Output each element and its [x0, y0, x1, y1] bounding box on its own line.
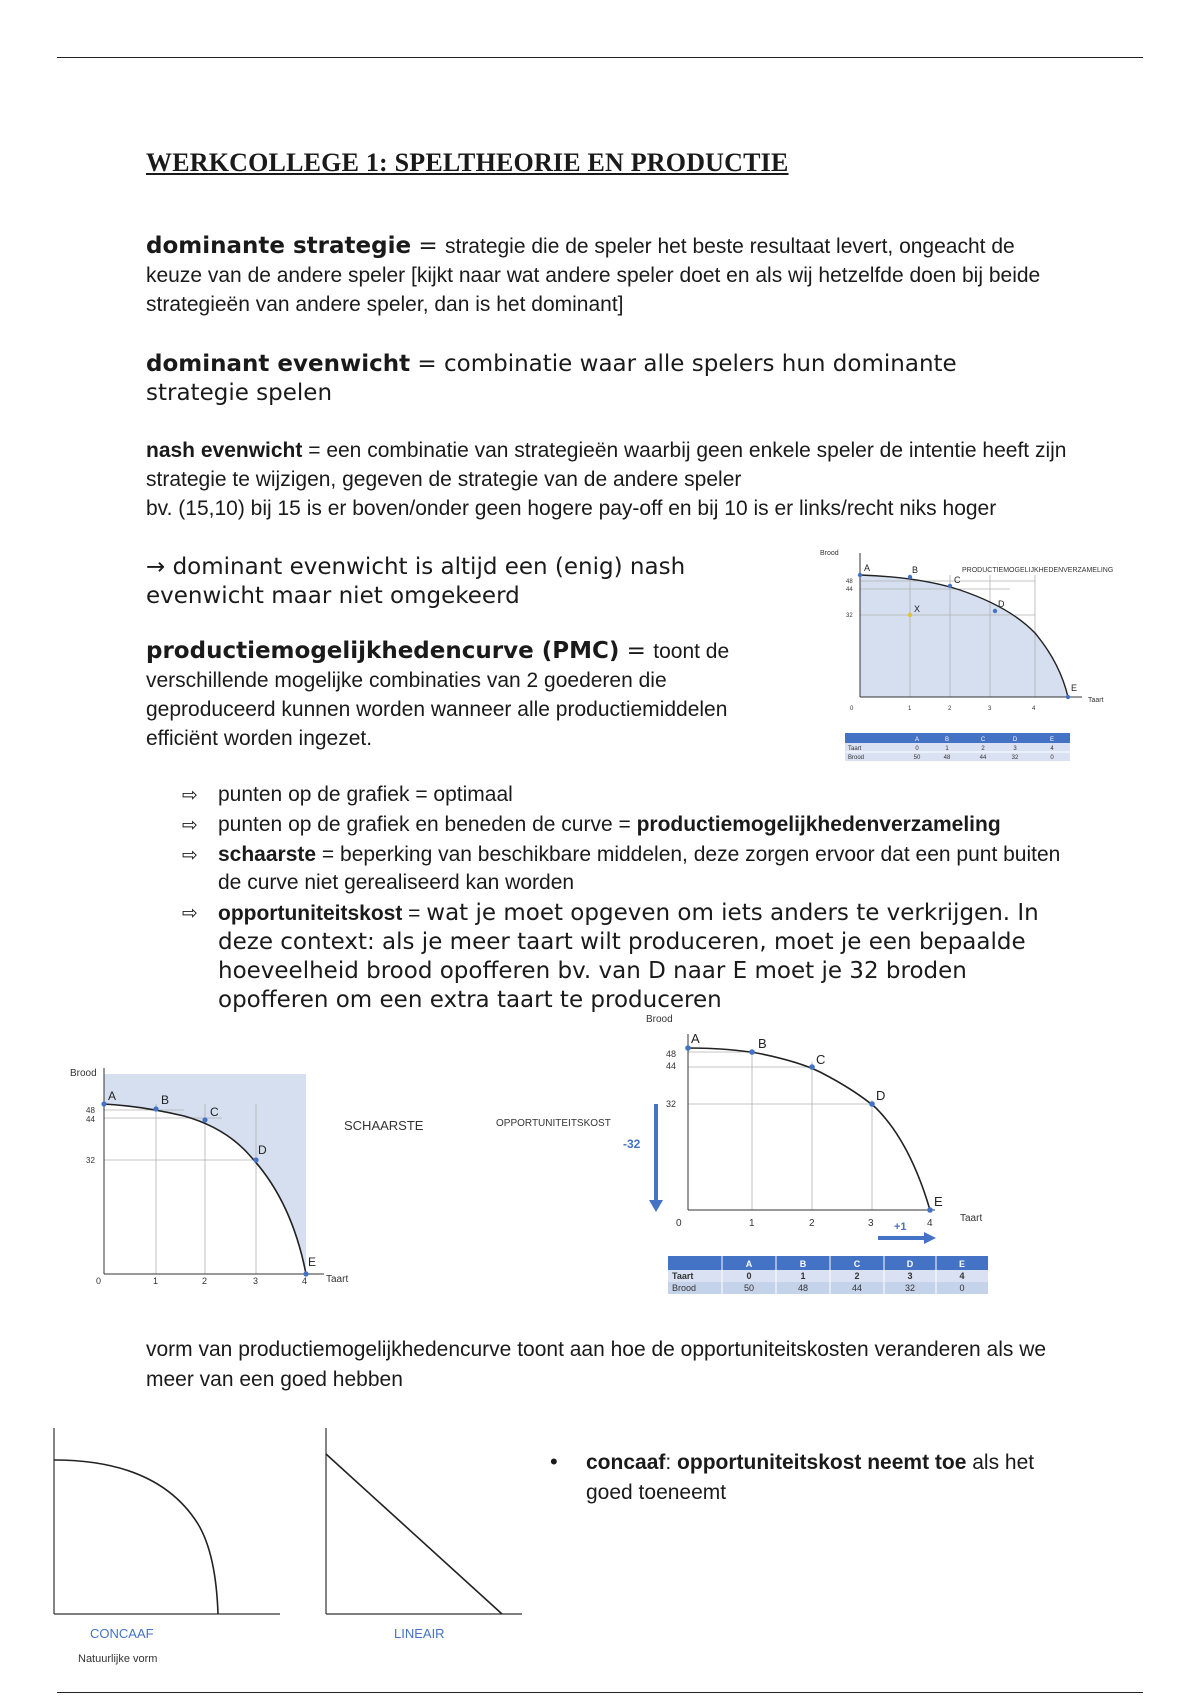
page-title: WERKCOLLEGE 1: SPELTHEORIE EN PRODUCTIE: [146, 148, 789, 177]
scarcity-graph: [62, 1062, 372, 1302]
table-cell: 48: [797, 1283, 809, 1293]
def-text: = een combinatie van strategieën waarbij geen enkele speler de intentie heeft zijn strategie te wijzigen, gegeven de strategie van de andere speler: [146, 439, 1067, 491]
def-pmc: [146, 637, 786, 753]
th-d: D: [906, 1259, 914, 1269]
label-a: A: [691, 1031, 700, 1046]
table-cell: 0: [746, 1271, 752, 1281]
small-pmc-graph: [820, 545, 1170, 775]
ytick-32: 32: [666, 1099, 677, 1109]
xtick-4: 4: [302, 1276, 308, 1286]
mini-cell: 2: [981, 746, 985, 752]
label-b: B: [161, 1093, 170, 1107]
table-cell: 2: [854, 1271, 860, 1281]
label-d: D: [998, 599, 1005, 609]
ytick-48: 48: [666, 1049, 677, 1059]
point-e: [1066, 695, 1070, 699]
mini-th-b: B: [944, 737, 950, 743]
label-a: A: [108, 1089, 117, 1103]
linear-graph: [322, 1424, 532, 1644]
th-c: C: [853, 1259, 861, 1269]
table-cell: 50: [743, 1283, 755, 1293]
pmc-curve: [688, 1048, 930, 1210]
table-cell: 3: [907, 1271, 913, 1281]
x-axis-label: Taart: [960, 1213, 983, 1224]
label-e: E: [308, 1255, 317, 1269]
opportunity-label: OPPORTUNITEITSKOST: [496, 1118, 611, 1129]
table-cell: 32: [904, 1283, 916, 1293]
point-d: [993, 609, 997, 613]
y-axis-label: Brood: [70, 1068, 97, 1079]
label-c: C: [816, 1052, 826, 1067]
opportunity-cost-graph: [490, 1012, 1000, 1312]
ytick-44: 44: [86, 1115, 95, 1124]
arrow-note: → dominant evenwicht is altijd een (enig) nash evenwicht maar niet omgekeerd: [146, 554, 686, 609]
def-text: strategie die de speler het beste resultaat levert, ongeacht de keuze van de andere speler [kijkt naar wat andere speler doet en als wij hetzelfde doen bij beide strategieën van andere speler, dan is het dominant]: [146, 235, 1041, 316]
list-item: ⇨ punten op de grafiek = optimaal: [146, 781, 1066, 809]
xtick-3: 3: [868, 1218, 874, 1229]
label-c: C: [954, 575, 961, 585]
mini-cell: 4: [1050, 746, 1054, 752]
label-x: X: [914, 604, 921, 614]
table-cell: 1: [800, 1271, 806, 1281]
linear-label: LINEAIR: [394, 1626, 445, 1641]
mini-cell: 48: [943, 755, 951, 761]
list-item: ⇨ schaarste = beperking van beschikbare middelen, deze zorgen ervoor dat een punt buiten de curve niet gerealiseerd kan worden: [182, 843, 1061, 894]
ytick-32: 32: [846, 613, 853, 619]
term-dominante-strategie: dominante strategie: [146, 233, 412, 259]
label-e: E: [1071, 683, 1078, 693]
table-cell: 44: [851, 1283, 863, 1293]
concave-graph: [48, 1424, 288, 1674]
xtick-3: 3: [253, 1276, 259, 1286]
th-a: A: [745, 1259, 753, 1269]
mini-cell: 0: [915, 746, 919, 752]
point-c: [202, 1117, 207, 1122]
term-dominant-evenwicht: dominant evenwicht: [146, 351, 411, 377]
xtick-1: 1: [908, 706, 912, 712]
ytick-44: 44: [666, 1061, 677, 1071]
def-nash-evenwicht: [146, 436, 1076, 523]
production-table: [668, 1256, 988, 1294]
list-item: ⇨ opportuniteitskost = wat je moet opgeven om iets anders te verkrijgen. In deze context: als je meer taart wilt produceren, moet je een bepaalde hoeveelheid brood opofferen bv. van D naar E moet je 32 broden opofferen om een extra taart te produceren: [182, 900, 1039, 1013]
mini-cell: 0: [1050, 755, 1054, 761]
nash-example: bv. (15,10) bij 15 is er boven/onder geen hogere pay-off en bij 10 is er links/recht niks hoger: [146, 497, 997, 520]
xtick-0: 0: [676, 1218, 682, 1229]
point-e: [927, 1207, 933, 1213]
row-label-brood: Brood: [672, 1283, 697, 1293]
concave-note-list: [546, 1448, 1066, 1508]
scarcity-label: SCHAARSTE: [344, 1118, 424, 1133]
mini-cell: 32: [1011, 755, 1019, 761]
table-cell: 0: [959, 1283, 965, 1293]
arrow-bullet-icon: ⇨: [182, 902, 198, 924]
def-text: toont de verschillende mogelijke combinaties van 2 goederen die geproduceerd kunnen worden wanneer alle productiemiddelen efficiënt worden ingezet.: [146, 640, 730, 750]
y-axis-label: Brood: [820, 550, 839, 557]
ytick-48: 48: [86, 1106, 95, 1115]
xtick-2: 2: [202, 1276, 208, 1286]
xtick-2: 2: [809, 1218, 815, 1229]
xtick-4: 4: [927, 1218, 933, 1229]
point-c: [809, 1064, 815, 1070]
label-e: E: [934, 1194, 943, 1209]
point-x: [908, 613, 912, 617]
concave-label: CONCAAF: [90, 1626, 154, 1641]
xtick-1: 1: [749, 1218, 755, 1229]
xtick-1: 1: [153, 1276, 159, 1286]
pmv-title: PRODUCTIEMOGELIJKHEDENVERZAMELING: [962, 567, 1114, 574]
xtick-3: 3: [988, 706, 992, 712]
th-b: B: [799, 1259, 807, 1269]
equals-sign: =: [411, 233, 445, 259]
delta-taart: +1: [894, 1221, 907, 1233]
concave-sub-label: Natuurlijke vorm: [78, 1653, 158, 1665]
ytick-32: 32: [86, 1156, 95, 1165]
pmc-bullet-list: [146, 781, 1066, 1017]
def-text: = combinatie waar alle spelers hun dominante strategie spelen: [146, 351, 957, 406]
point-a: [858, 573, 862, 577]
point-b: [749, 1049, 755, 1055]
mini-row-label-brood: Brood: [848, 755, 865, 761]
row-label-taart: Taart: [672, 1271, 694, 1281]
point-a: [685, 1045, 691, 1051]
ytick-44: 44: [846, 587, 853, 593]
linear-curve: [326, 1454, 502, 1614]
xtick-0: 0: [96, 1276, 102, 1286]
right-arrow-icon: [878, 1232, 936, 1244]
equals-sign: =: [619, 638, 654, 664]
xtick-2: 2: [948, 706, 952, 712]
form-paragraph: vorm van productiemogelijkhedencurve toont aan hoe de opportuniteitskosten veranderen als we meer van een goed hebben: [146, 1338, 1047, 1391]
label-d: D: [258, 1143, 267, 1157]
th-e: E: [958, 1259, 966, 1269]
xtick-0: 0: [850, 706, 854, 712]
list-item: ⇨ punten op de grafiek en beneden de curve = productiemogelijkhedenverzameling: [146, 811, 1066, 839]
term-pmc: productiemogelijkhedencurve (PMC): [146, 638, 620, 664]
term-nash-evenwicht: nash evenwicht: [146, 439, 303, 462]
arrow-bullet-icon: ⇨: [182, 844, 198, 866]
label-a: A: [864, 563, 871, 573]
label-b: B: [912, 565, 919, 575]
point-b: [153, 1106, 158, 1111]
x-axis-label: Taart: [326, 1274, 349, 1285]
point-a: [101, 1101, 106, 1106]
def-dominante-strategie: [146, 232, 1046, 319]
mini-th-d: D: [1012, 737, 1018, 743]
x-axis-label: Taart: [1088, 697, 1104, 704]
arrow-bullet-icon: ⇨: [182, 814, 198, 836]
list-item: • concaaf: opportuniteitskost neemt toe als het goed toeneemt: [550, 1449, 1035, 1504]
concave-curve: [54, 1460, 218, 1614]
bullet-dot-icon: •: [550, 1449, 558, 1474]
table-cell: 4: [959, 1271, 965, 1281]
ytick-48: 48: [846, 579, 853, 585]
mini-cell: 44: [979, 755, 987, 761]
mini-cell: 50: [913, 755, 921, 761]
mini-row-label-taart: Taart: [848, 746, 862, 752]
mini-table: [845, 733, 1070, 761]
delta-brood: -32: [623, 1137, 641, 1151]
label-d: D: [876, 1088, 886, 1103]
xtick-4: 4: [1032, 706, 1036, 712]
mini-cell: 3: [1013, 746, 1017, 752]
mini-th-a: A: [914, 737, 920, 743]
mini-th-e: E: [1049, 737, 1055, 743]
top-rule: [57, 57, 1143, 58]
bottom-rule: [57, 1692, 1143, 1693]
point-d: [869, 1101, 875, 1107]
down-arrow-icon: [649, 1104, 663, 1212]
point-d: [253, 1157, 258, 1162]
def-dominant-evenwicht: [146, 350, 1046, 408]
mini-cell: 1: [945, 746, 949, 752]
mini-th-c: C: [980, 737, 986, 743]
arrow-bullet-icon: ⇨: [182, 784, 198, 806]
label-b: B: [758, 1036, 767, 1051]
y-axis-label: Brood: [646, 1014, 673, 1025]
point-c: [948, 584, 952, 588]
point-b: [908, 575, 912, 579]
label-c: C: [210, 1105, 219, 1119]
